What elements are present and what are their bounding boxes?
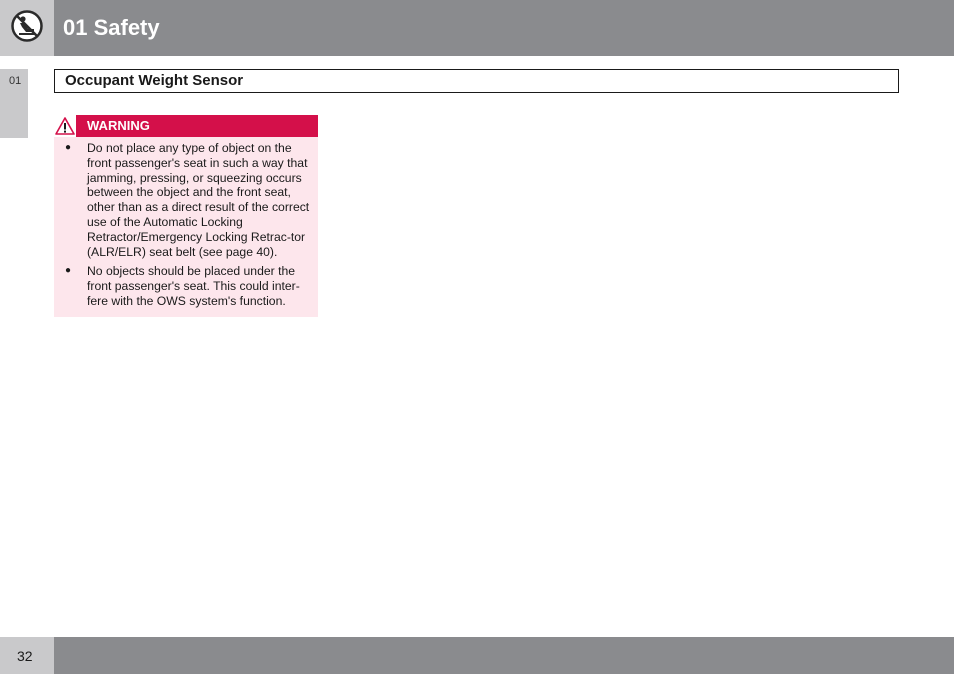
header-icon-box bbox=[0, 0, 54, 56]
warning-triangle-icon bbox=[54, 115, 76, 137]
bullet-icon: ● bbox=[65, 265, 72, 277]
page-footer bbox=[0, 637, 954, 674]
warning-item-text: Do not place any type of object on the front passenger's seat in such a way that jamming, pressing, or squeezing occurs between the object and the front seat, other than as a direct result of the correct use of the Automatic Locking Retractor/Emergency Locking Retrac-tor (ALR/ELR) seat belt (see page 40). bbox=[87, 141, 310, 259]
warning-item-text: No objects should be placed under the front passenger's seat. This could inter-fere with the OWS system's function. bbox=[87, 264, 300, 308]
footer-bar bbox=[54, 637, 954, 674]
section-title-box bbox=[54, 69, 899, 93]
warning-item bbox=[54, 141, 318, 259]
section-title: Occupant Weight Sensor bbox=[65, 72, 244, 89]
page-header bbox=[0, 0, 954, 56]
bullet-icon: ● bbox=[65, 142, 72, 153]
no-seated-child-icon bbox=[10, 9, 44, 48]
warning-box bbox=[54, 115, 318, 317]
page-number-box bbox=[0, 637, 54, 674]
page-number: 32 bbox=[17, 648, 33, 664]
warning-item bbox=[54, 264, 318, 308]
chapter-tab bbox=[0, 69, 28, 138]
warning-list bbox=[54, 141, 318, 314]
warning-title: WARNING bbox=[87, 118, 150, 133]
chapter-tab-label: 01 bbox=[9, 75, 22, 87]
page-title: 01 Safety bbox=[63, 15, 160, 40]
warning-header bbox=[54, 115, 318, 137]
header-bar bbox=[54, 0, 954, 56]
